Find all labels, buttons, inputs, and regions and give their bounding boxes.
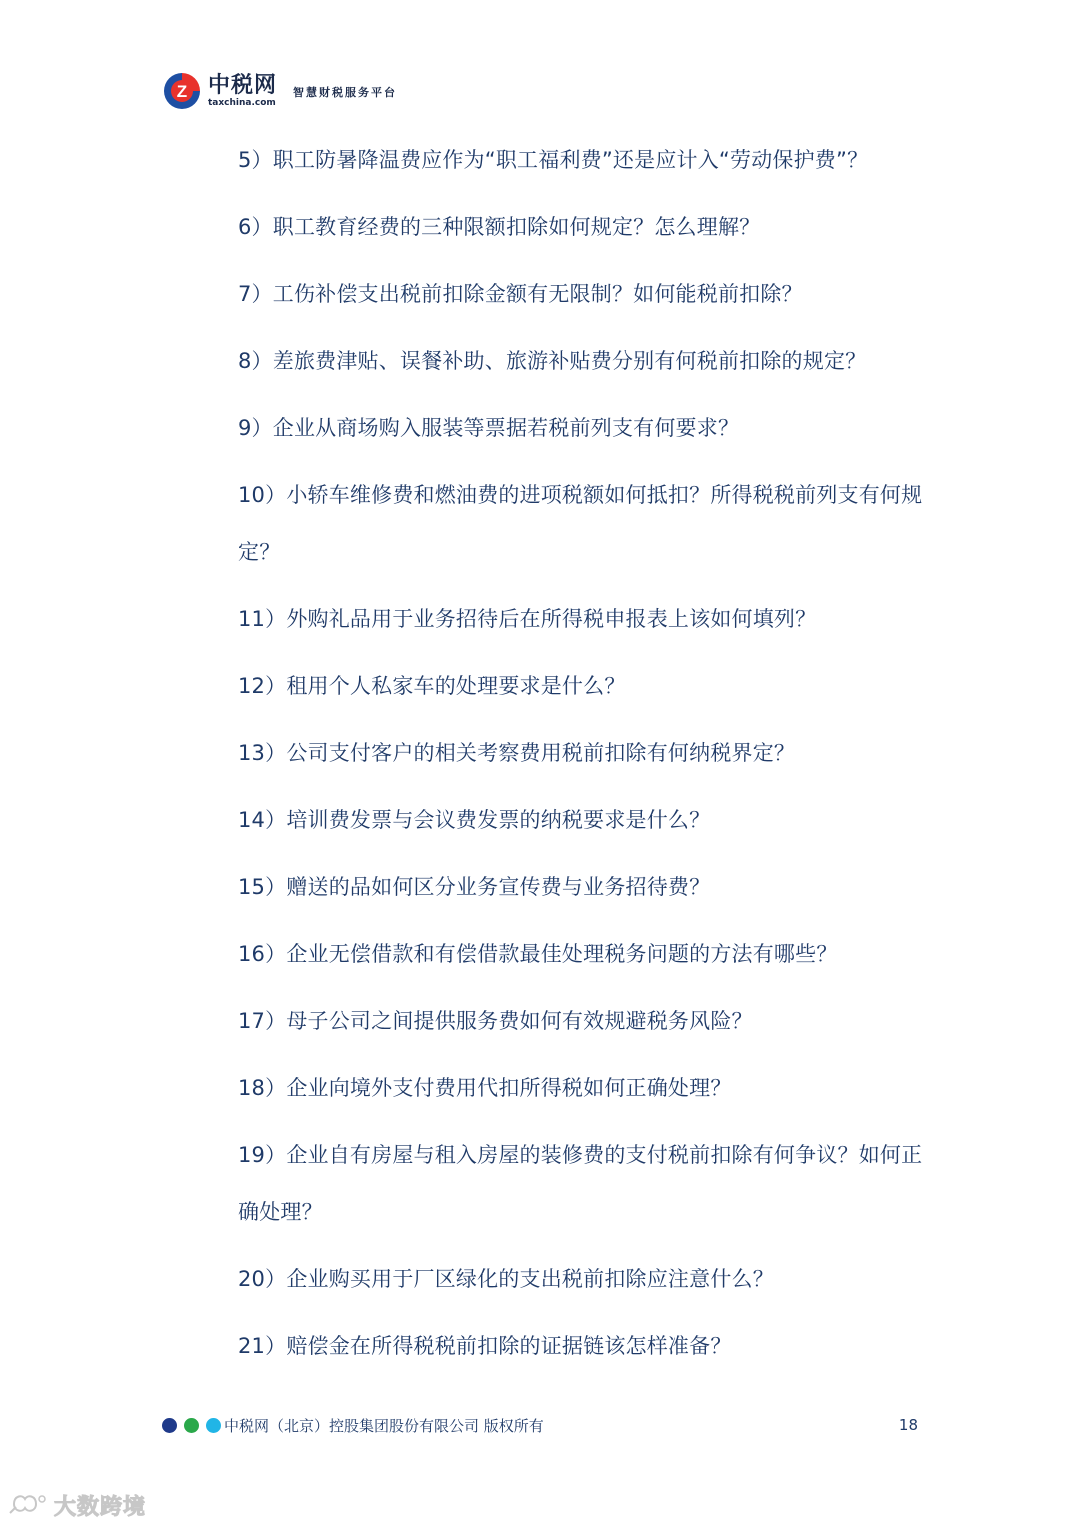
footer bbox=[162, 1412, 918, 1438]
footer-dots bbox=[162, 1418, 228, 1433]
brand-name: 中税网 bbox=[208, 72, 278, 98]
question-item: 15）赠送的品如何区分业务宣传费与业务招待费？ bbox=[238, 875, 711, 899]
question-item: 19）企业自有房屋与租入房屋的装修费的支付税前扣除有何争议？如何正确处理？ bbox=[238, 1143, 923, 1224]
brand-domain: taxchina.com bbox=[208, 97, 276, 108]
footer-dot-icon bbox=[206, 1418, 221, 1433]
question-item: 17）母子公司之间提供服务费如何有效规避税务风险？ bbox=[238, 1009, 753, 1033]
footer-dot-icon bbox=[184, 1418, 199, 1433]
header bbox=[162, 68, 397, 114]
watermark bbox=[8, 1490, 146, 1521]
question-item: 14）培训费发票与会议费发票的纳税要求是什么？ bbox=[238, 808, 711, 832]
question-item: 13）公司支付客户的相关考察费用税前扣除有何纳税界定？ bbox=[238, 741, 796, 765]
copyright-text: 中税网（北京）控股集团股份有限公司 版权所有 bbox=[224, 1416, 544, 1435]
watermark-logo-icon bbox=[8, 1491, 48, 1521]
footer-dot-icon bbox=[162, 1418, 177, 1433]
question-item: 5）职工防暑降温费应作为“职工福利费”还是应计入“劳动保护费”？ bbox=[238, 148, 869, 172]
question-list bbox=[238, 132, 928, 1385]
question-item: 9）企业从商场购入服装等票据若税前列支有何要求？ bbox=[238, 416, 740, 440]
question-item: 8）差旅费津贴、误餐补助、旅游补贴费分别有何税前扣除的规定？ bbox=[238, 349, 867, 373]
brand-slogan: 智慧财税服务平台 bbox=[293, 86, 398, 99]
question-item: 10）小轿车维修费和燃油费的进项税额如何抵扣？所得税税前列支有何规定？ bbox=[238, 483, 923, 564]
question-item: 18）企业向境外支付费用代扣所得税如何正确处理？ bbox=[238, 1076, 732, 1100]
brand bbox=[208, 74, 277, 109]
question-item: 20）企业购买用于厂区绿化的支出税前扣除应注意什么？ bbox=[238, 1267, 774, 1291]
question-item: 21）赔偿金在所得税税前扣除的证据链该怎样准备？ bbox=[238, 1334, 732, 1358]
page-number: 18 bbox=[898, 1416, 918, 1434]
question-item: 7）工伤补偿支出税前扣除金额有无限制？如何能税前扣除？ bbox=[238, 282, 803, 306]
question-item: 16）企业无偿借款和有偿借款最佳处理税务问题的方法有哪些？ bbox=[238, 942, 838, 966]
watermark-text: 大数跨境 bbox=[54, 1495, 147, 1520]
question-item: 11）外购礼品用于业务招待后在所得税申报表上该如何填列？ bbox=[238, 607, 817, 631]
svg-text:Z: Z bbox=[176, 82, 188, 101]
logo-icon bbox=[162, 71, 202, 111]
question-item: 6）职工教育经费的三种限额扣除如何规定？怎么理解？ bbox=[238, 215, 761, 239]
question-item: 12）租用个人私家车的处理要求是什么？ bbox=[238, 674, 626, 698]
